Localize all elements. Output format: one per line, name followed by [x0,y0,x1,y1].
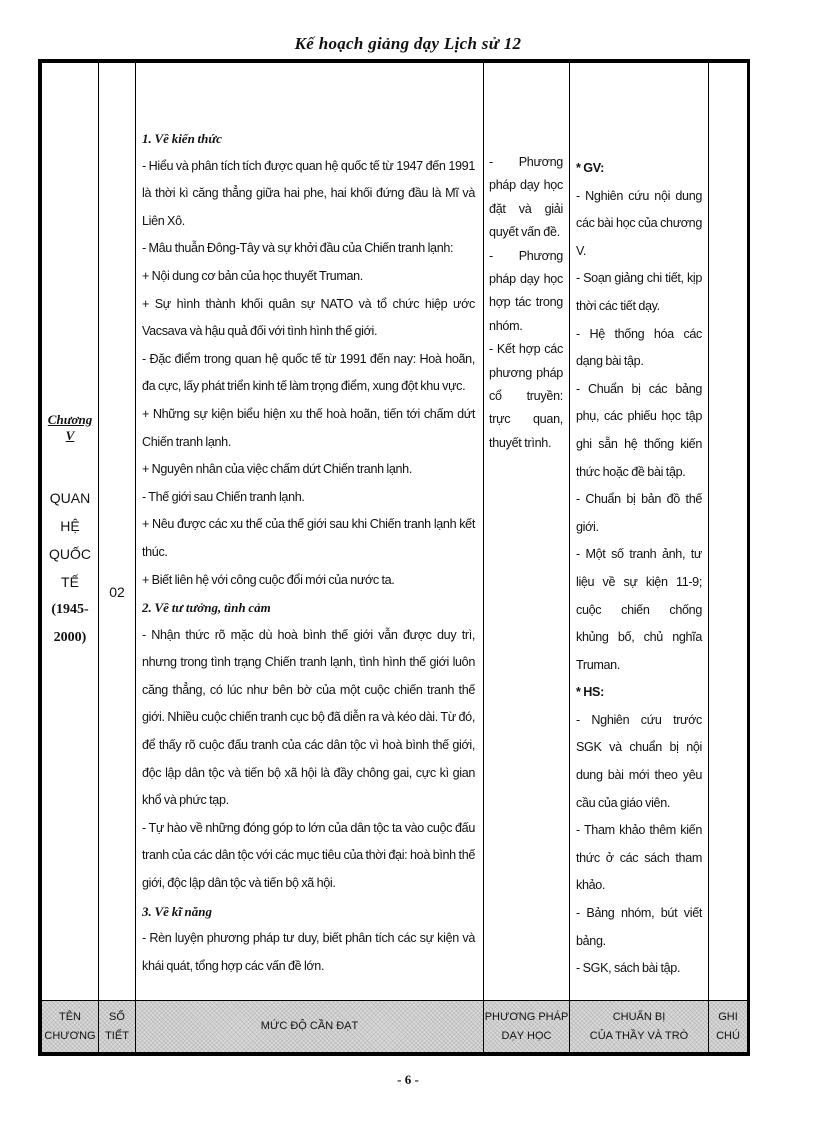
objectives-content [136,63,483,980]
objectives-cell [136,63,484,1001]
chapter-title-line: TẾ [61,573,79,590]
periods-value: 02 [109,583,125,600]
header-chapter-line1: TÊN [59,1010,81,1023]
section-title-attitude: 2. Về tư tưởng, tình cảm [142,600,271,616]
prep-line: - Soạn giảng chi tiết, kịp thời các tiết dạy. [576,271,702,313]
content-row [42,63,748,1001]
teacher-label: * GV: [576,161,604,175]
page-header-title: Kế hoạch giảng dạy Lịch sử 12 [294,34,522,53]
header-method [484,1001,570,1053]
header-prep [570,1001,709,1053]
column-header-row [42,1001,748,1053]
header-chapter [42,1001,99,1053]
prep-line: - Tham khảo thêm kiến thức ở các sách tham khảo. [576,823,702,893]
lesson-plan-table [41,62,748,1053]
prep-line: - Nghiên cứu nội dung các bài học của chương V. [576,188,702,258]
section-title-skills: 3. Về kĩ năng [142,903,213,919]
header-notes [709,1001,748,1053]
header-periods [99,1001,136,1053]
prep-line: - Một số tranh ảnh, tư liệu về sự kiện 11-9; cuộc chiến chống khủng bố, chủ nghĩa Truman. [576,547,702,672]
objective-line: - Nhận thức rõ mặc dù hoà bình thế giới vẫn được duy trì, nhưng trong tình trạng Chiến tranh lạnh, tình hình thế giới luôn căng thẳng, có lúc như bên bờ của một cuộc chiến tranh thế giới. Nhiều cuộc chiến tranh cục bộ đã diễn ra và kéo dài. Từ đó, để thấy rõ cuộc đấu tranh của các dân tộc vì hoà bình thế giới, độc lập dân tộc và tiến bộ xã hội là đầy chông gai, cực kì gian khổ và phức tạp. [142,627,475,808]
chapter-label: Chương V [47,411,93,443]
chapter-title-line: HỆ [60,517,80,534]
header-level-label: MỨC ĐỘ CẦN ĐẠT [260,1020,359,1032]
header-periods-line2: TIẾT [105,1029,129,1042]
chapter-years: (1945- [51,601,89,617]
notes-cell [709,63,748,1001]
header-notes-line1: GHI [718,1010,738,1023]
objective-line: + Sự hình thành khối quân sự NATO và tổ chức hiệp ước Vacsava và hậu quả đối với tình hình thế giới. [142,296,475,339]
periods-cell [99,63,136,1001]
prep-line: - Nghiên cứu trước SGK và chuẩn bị nội dung bài mới theo yêu cầu của giáo viên. [576,712,702,810]
header-notes-line2: CHÚ [716,1029,740,1042]
chapter-years: 2000) [53,629,87,645]
header-prep-line2: CỦA THẦY VÀ TRÒ [589,1029,689,1042]
objective-line: - Đặc điểm trong quan hệ quốc tế từ 1991 đến nay: Hoà hoãn, đa cực, lấy phát triển kinh tế làm trọng điểm, xung đột khu vực. [142,351,475,394]
prep-line: - Bảng nhóm, bút viết bảng. [576,906,702,948]
objective-line: + Những sự kiện biểu hiện xu thế hoà hoãn, tiến tới chấm dứt Chiến tranh lạnh. [142,406,475,449]
objective-line: + Biết liên hệ với công cuộc đổi mới của nước ta. [142,572,395,587]
lesson-plan-table-frame [38,59,750,1056]
prep-line: - Chuẩn bị các bảng phụ, các phiếu học tập ghi sẵn hệ thống kiến thức hoặc đề bài tập. [576,381,702,479]
header-method-line2: DẠY HỌC [501,1029,552,1042]
method-item: - Phương pháp dạy học đặt và giải quyết vấn đề. [489,155,563,240]
header-chapter-line2: CHƯƠNG [44,1029,96,1042]
student-label: * HS: [576,685,604,700]
objective-line: - Tự hào về những đóng góp to lớn của dân tộc ta vào cuộc đấu tranh của các dân tộc với các mục tiêu của thời đại: hoà bình thế giới, độc lập dân tộc và tiến bộ xã hội. [142,820,475,891]
header-level [136,1001,484,1053]
chapter-title-line: QUỐC [49,545,91,562]
section-title-knowledge: 1. Về kiến thức [142,131,222,146]
objective-line: - Rèn luyện phương pháp tư duy, biết phân tích các sự kiện và khái quát, tổng hợp các vấn đề lớn. [142,931,475,973]
objective-line: - Mâu thuẫn Đông-Tây và sự khởi đầu của Chiến tranh lạnh: [142,241,454,256]
objective-line: - Hiểu và phân tích tích được quan hệ quốc tế từ 1947 đến 1991 là thời kì căng thẳng giữa hai phe, hai khối đứng đầu là Mĩ và Liên Xô. [142,158,475,228]
page-number: - 6 - [397,1072,419,1087]
prep-line: - Hệ thống hóa các dạng bài tập. [576,326,702,369]
header-prep-line1: CHUẨN BỊ [612,1010,666,1023]
chapter-cell [42,63,99,1001]
header-method-line1: PHƯƠNG PHÁP [484,1010,569,1023]
chapter-title [42,484,98,652]
prep-line: - SGK, sách bài tập. [576,961,681,976]
preparation-content [570,63,708,983]
objective-line: - Thế giới sau Chiến tranh lạnh. [142,489,305,504]
header-periods-line1: SỐ [109,1010,125,1023]
method-item: - Phương pháp dạy học hợp tác trong nhóm. [489,248,563,333]
objective-line: + Nội dung cơ bản của học thuyết Truman. [142,268,363,283]
methods-cell [484,63,570,1001]
method-item: - Kết hợp các phương pháp cổ truyền: trực quan, thuyết trình. [489,342,563,450]
objective-line: + Nguyên nhân của việc chấm dứt Chiến tranh lạnh. [142,462,412,477]
prep-line: - Chuẩn bị bản đồ thế giới. [576,492,702,534]
preparation-cell [570,63,709,1001]
chapter-title-line: QUAN [49,489,91,506]
objective-line: + Nêu được các xu thế của thế giới sau khi Chiến tranh lạnh kết thúc. [142,517,475,559]
methods-content [484,63,569,455]
